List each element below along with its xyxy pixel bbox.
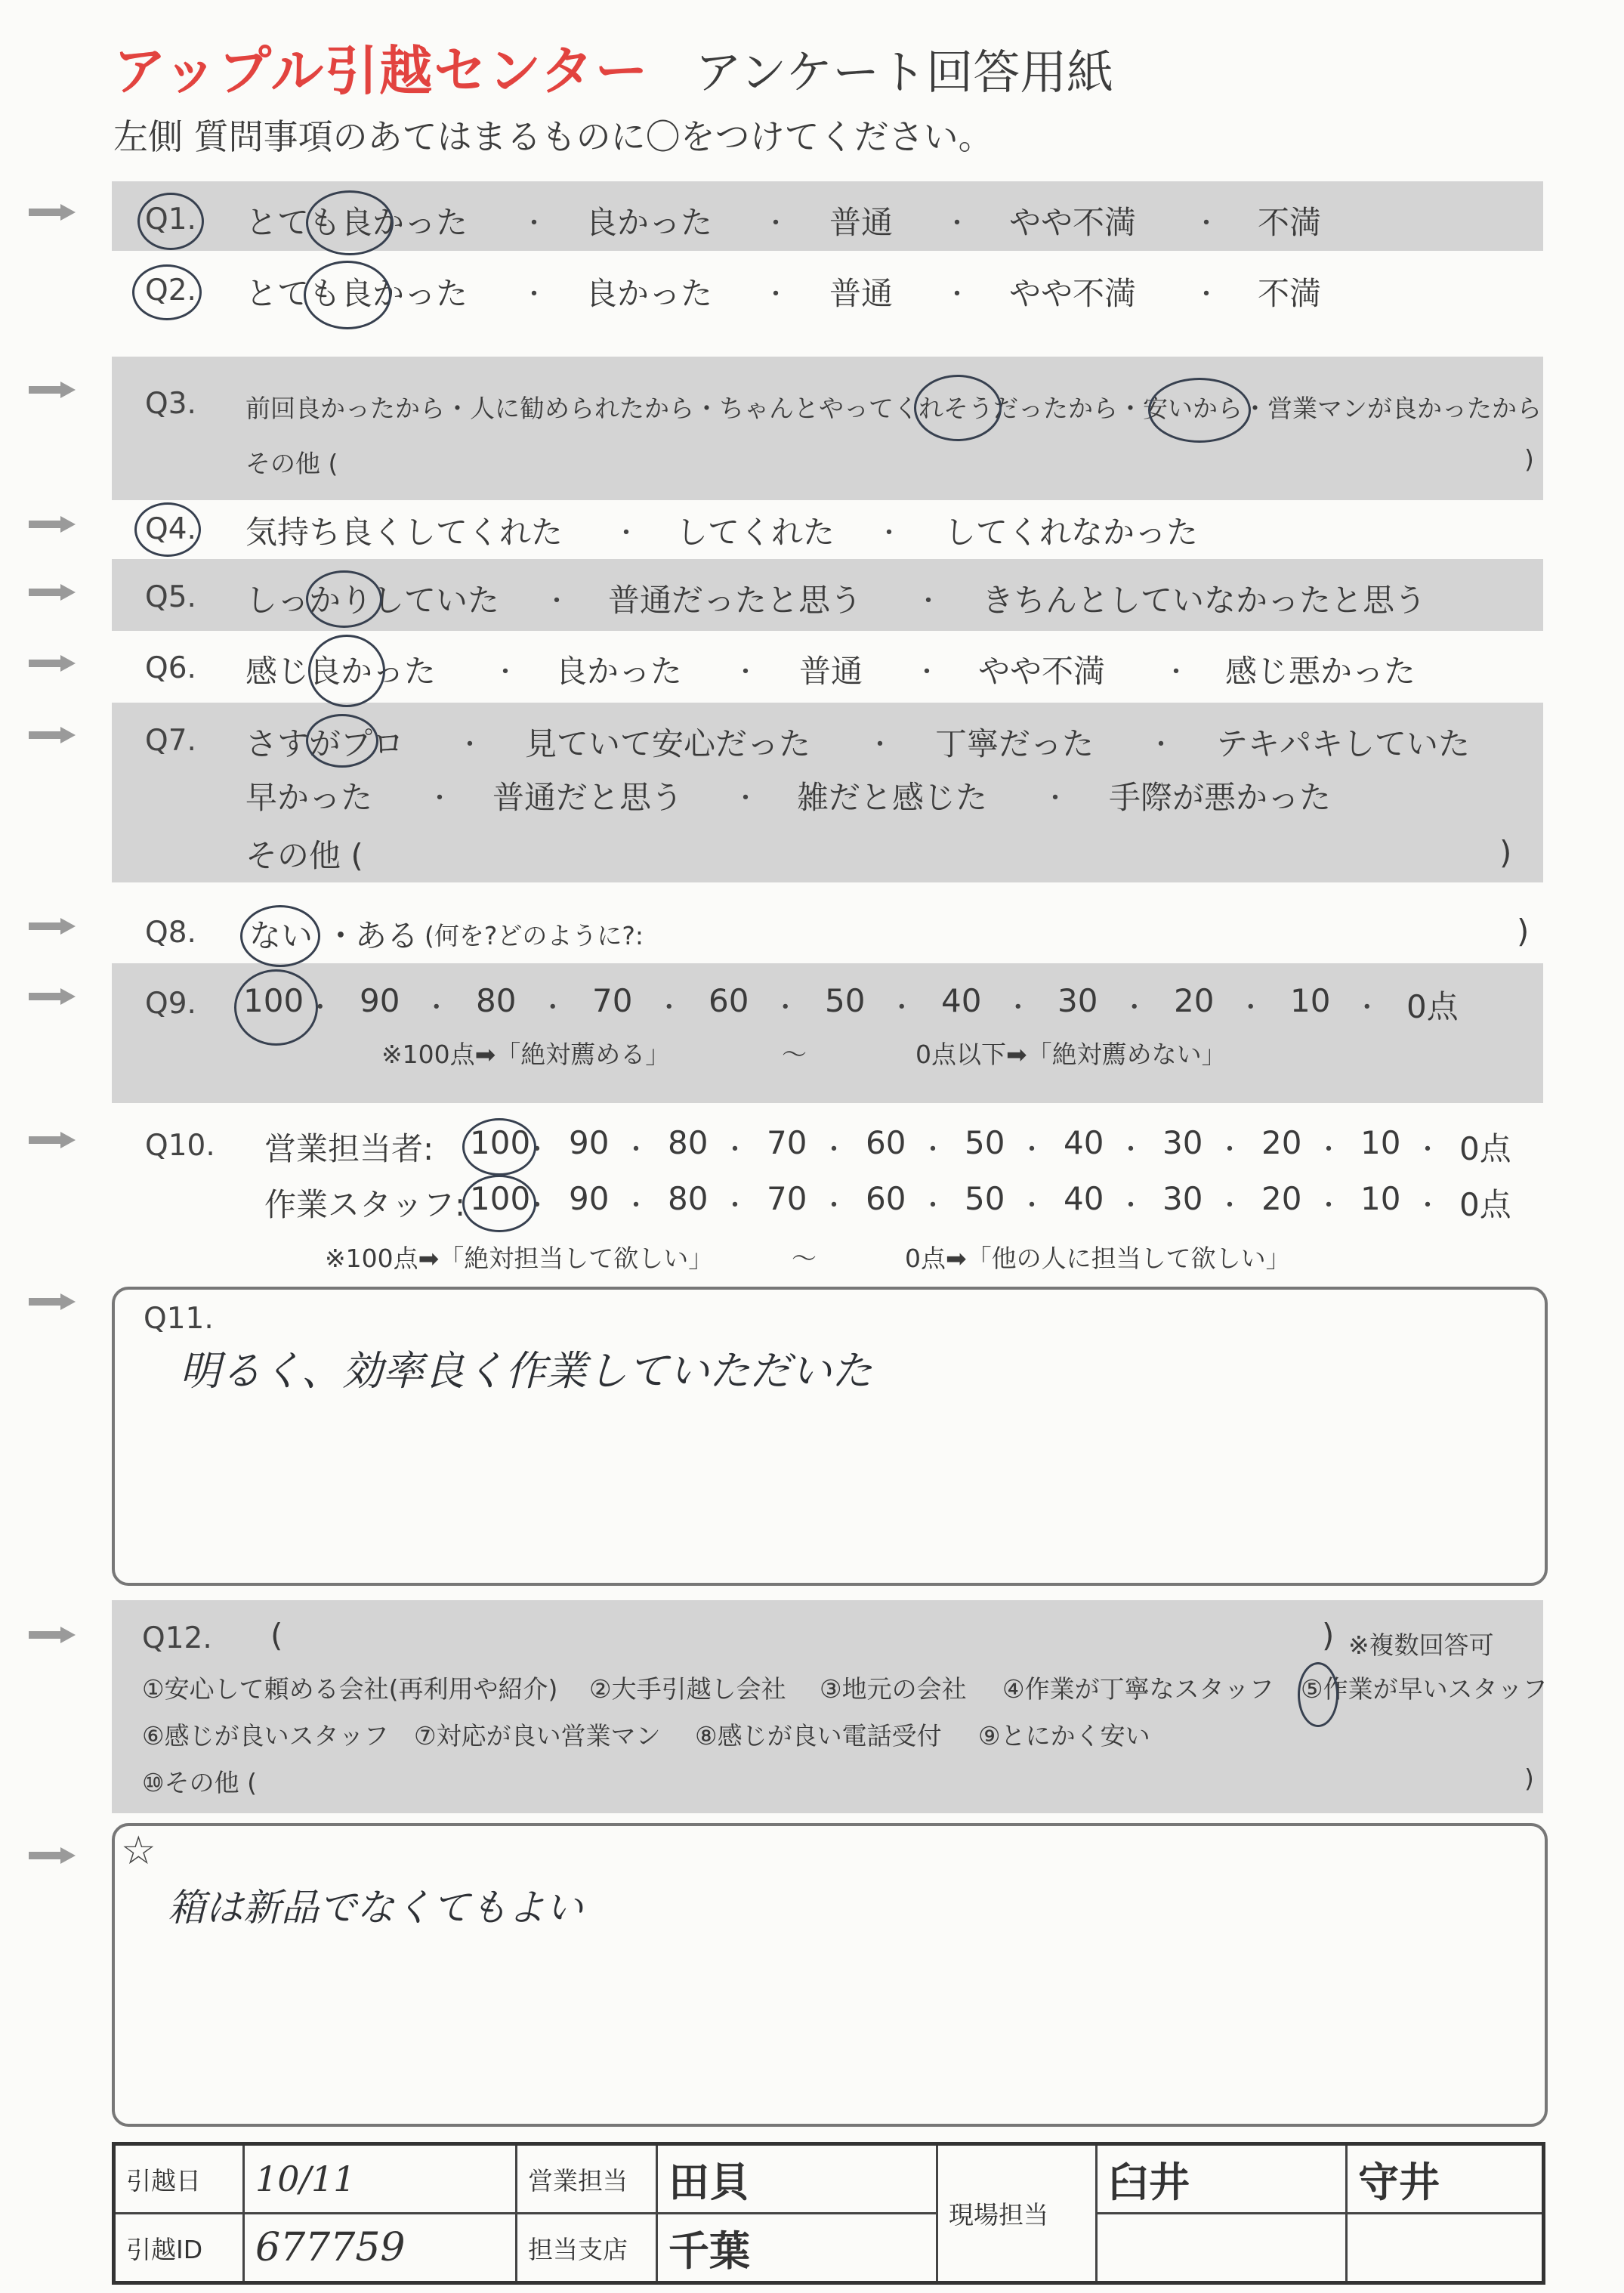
branch-value[interactable]: 千葉 [657, 2214, 937, 2283]
q9-note-right: 0点以下➡「絶対薦めない」 [915, 1040, 1227, 1069]
q10-staff-score-40[interactable]: 40 [1064, 1180, 1104, 1217]
q12-multi-note: ※複数回答可 [1348, 1630, 1494, 1660]
q9-score-30[interactable]: 30 [1057, 982, 1098, 1019]
q11-handwritten-answer: 明るく、効率良く作業していただいた [180, 1347, 872, 1395]
arrow-marker-q5 [29, 584, 76, 601]
selection-circle-q2 [304, 261, 391, 329]
q9-score-20[interactable]: 20 [1174, 982, 1215, 1019]
star-icon: ☆ [121, 1828, 156, 1874]
q10-sales-score-90[interactable]: 90 [569, 1124, 610, 1161]
q12-option-7[interactable]: ⑦対応が良い営業マン [414, 1721, 661, 1751]
q9-score-50[interactable]: 50 [825, 982, 866, 1019]
q12-option-3[interactable]: ③地元の会社 [820, 1674, 967, 1704]
selection-circle-q1-label [137, 193, 204, 250]
q8-option-no[interactable]: ない [249, 917, 313, 954]
q4-option-3[interactable]: してくれなかった [944, 514, 1199, 551]
q4-option-2[interactable]: してくれた [676, 514, 835, 551]
q4-option-1[interactable]: 気持ち良くしてくれた [245, 514, 563, 551]
q7-option-1[interactable]: さすがプロ [245, 725, 405, 762]
q7-option-2[interactable]: 見ていて安心だった [525, 725, 811, 762]
brand-logo: アップル引越センター [113, 40, 650, 102]
move-date-value[interactable]: 10/11 [244, 2144, 517, 2214]
q1-label: Q1. [145, 202, 196, 236]
q10-note-right: 0点➡「他の人に担当して欲しい」 [905, 1244, 1291, 1273]
instruction-text: 左側 質問事項のあてはまるものに〇をつけてください。 [113, 116, 993, 157]
q12-label: Q12. [142, 1621, 212, 1655]
arrow-marker-q4 [29, 516, 76, 533]
q2-option-2[interactable]: 良かった [585, 275, 713, 312]
selection-circle-q8 [240, 905, 320, 967]
q9-score-100[interactable]: 100 [243, 982, 304, 1019]
q9-score-40[interactable]: 40 [941, 982, 982, 1019]
q10-staff-score-0点[interactable]: 0点 [1459, 1186, 1511, 1223]
site-blank-2[interactable] [1347, 2214, 1544, 2283]
site-blank-1[interactable] [1097, 2214, 1347, 2283]
arrow-marker-q8 [29, 918, 76, 935]
q7-label: Q7. [145, 724, 196, 758]
q5-label: Q5. [145, 580, 196, 614]
form-title: アンケート回答用紙 [695, 45, 1114, 100]
q9-score-60[interactable]: 60 [709, 982, 749, 1019]
selection-circle-q3-b [1148, 378, 1251, 443]
q10-label: Q10. [145, 1129, 215, 1163]
q12-option-2[interactable]: ②大手引越し会社 [589, 1674, 786, 1704]
q11-answer-box[interactable] [112, 1287, 1548, 1586]
q3-options[interactable]: 前回良かったから・人に勧められたから・ちゃんとやってくれそうだったから・安いから・営業マンが良かったから [245, 394, 1542, 423]
move-id-value[interactable]: 677759 [244, 2214, 517, 2283]
q7-option-6[interactable]: 普通だと思う [492, 779, 684, 816]
q6-label: Q6. [145, 651, 196, 685]
q1-option-4[interactable]: やや不満 [1009, 204, 1137, 241]
selection-circle-q6 [308, 635, 385, 707]
q10-staff-score-10[interactable]: 10 [1360, 1180, 1401, 1217]
selection-circle-q10-sales [462, 1118, 536, 1176]
q8-label: Q8. [145, 916, 196, 950]
q9-score-80[interactable]: 80 [476, 982, 517, 1019]
q9-note-left: ※100点➡「絶対薦める」 [381, 1040, 671, 1069]
q10-sales-score-30[interactable]: 30 [1162, 1124, 1203, 1161]
arrow-marker-q11 [29, 1293, 76, 1310]
q9-score-10[interactable]: 10 [1290, 982, 1331, 1019]
q12-close: ) [1322, 1617, 1335, 1654]
q3-label: Q3. [145, 387, 196, 421]
q10-sales-score-20[interactable]: 20 [1261, 1124, 1302, 1161]
q10-staff-score-80[interactable]: 80 [668, 1180, 709, 1217]
q8-detail-close: ) [1517, 913, 1530, 950]
arrow-marker-q9 [29, 988, 76, 1005]
q10-sales-label: 営業担当者: [264, 1130, 434, 1167]
q10-sales-score-50[interactable]: 50 [965, 1124, 1005, 1161]
q6-option-4[interactable]: やや不満 [978, 653, 1106, 690]
q6-option-5[interactable]: 感じ悪かった [1225, 653, 1416, 690]
q7-option-8[interactable]: 手際が悪かった [1109, 779, 1332, 816]
q10-sales-score-80[interactable]: 80 [668, 1124, 709, 1161]
q12-option-8[interactable]: ⑧感じが良い電話受付 [695, 1721, 942, 1751]
q10-tilde: ～ [792, 1244, 817, 1273]
move-id-label: 引越ID [114, 2214, 244, 2283]
sales-value[interactable]: 田貝 [657, 2144, 937, 2214]
q7-option-3[interactable]: 丁寧だった [935, 725, 1095, 762]
q10-sales-score-10[interactable]: 10 [1360, 1124, 1401, 1161]
q5-option-1[interactable]: しっかりしていた [245, 582, 500, 619]
q8-separator: ・ [325, 917, 357, 954]
arrow-marker-q12 [29, 1627, 76, 1643]
selection-circle-q7 [306, 714, 378, 768]
q3-other[interactable]: その他 ( [245, 449, 338, 478]
q12-option-1[interactable]: ①安心して頼める会社(再利用や紹介) [142, 1674, 558, 1704]
q9-score-90[interactable]: 90 [360, 982, 400, 1019]
selection-circle-q2-label [132, 264, 202, 320]
site-value-1[interactable]: 臼井 [1097, 2144, 1347, 2214]
selection-circle-q9 [234, 969, 318, 1046]
arrow-marker-q10 [29, 1132, 76, 1148]
q10-note-left: ※100点➡「絶対担当して欲しい」 [325, 1244, 714, 1273]
arrow-marker-comment [29, 1847, 76, 1864]
q10-sales-score-70[interactable]: 70 [767, 1124, 807, 1161]
q1-option-1[interactable]: とても良かった [245, 204, 468, 241]
comment-box[interactable] [112, 1823, 1548, 2127]
q10-staff-score-60[interactable]: 60 [866, 1180, 906, 1217]
q10-staff-score-90[interactable]: 90 [569, 1180, 610, 1217]
site-label: 現場担当 [937, 2144, 1097, 2283]
q12-option-4[interactable]: ④作業が丁寧なスタッフ [1002, 1674, 1274, 1704]
q10-staff-score-100[interactable]: 100 [470, 1180, 531, 1217]
q7-other[interactable]: その他 ( [245, 837, 363, 874]
q1-option-5[interactable]: 不満 [1258, 204, 1322, 241]
q7-option-5[interactable]: 早かった [245, 779, 373, 816]
comment-handwritten-answer: 箱は新品でなくてもよい [168, 1886, 583, 1930]
q6-option-3[interactable]: 普通 [799, 653, 863, 690]
sales-label: 営業担当 [517, 2144, 657, 2214]
q5-option-2[interactable]: 普通だったと思う [608, 582, 863, 619]
branch-label: 担当支店 [517, 2214, 657, 2283]
arrow-marker-q6 [29, 655, 76, 672]
q8-detail-prompt: (何を?どのように?: [425, 921, 644, 950]
q2-option-3[interactable]: 普通 [829, 275, 894, 312]
selection-circle-q5 [306, 570, 382, 628]
q10-staff-score-30[interactable]: 30 [1162, 1180, 1203, 1217]
site-value-2[interactable]: 守井 [1347, 2144, 1544, 2214]
q4-label: Q4. [145, 512, 196, 546]
move-date-label: 引越日 [114, 2144, 244, 2214]
q2-label: Q2. [145, 273, 196, 307]
arrow-marker-q3 [29, 382, 76, 398]
footer-table [112, 2142, 1545, 2285]
q6-option-2[interactable]: 良かった [555, 653, 683, 690]
q9-tilde: ～ [782, 1040, 807, 1069]
q7-other-close: ) [1499, 834, 1512, 871]
q9-label: Q9. [145, 987, 196, 1021]
q10-sales-score-60[interactable]: 60 [866, 1124, 906, 1161]
q10-sales-score-0点[interactable]: 0点 [1459, 1130, 1511, 1167]
q2-option-5[interactable]: 不満 [1258, 275, 1322, 312]
q10-sales-score-40[interactable]: 40 [1064, 1124, 1104, 1161]
q7-option-4[interactable]: テキパキしていた [1216, 725, 1471, 762]
arrow-marker-q1 [29, 204, 76, 221]
q10-sales-score-100[interactable]: 100 [470, 1124, 531, 1161]
q8-option-yes[interactable]: ある [355, 917, 419, 954]
q12-option-9[interactable]: ⑨とにかく安い [978, 1721, 1150, 1751]
q10-staff-label: 作業スタッフ: [264, 1186, 466, 1223]
q12-option-10-other[interactable]: ⑩その他 ( [142, 1768, 257, 1797]
q6-option-1[interactable]: 感じ良かった [245, 653, 437, 690]
selection-circle-q10-staff [462, 1175, 536, 1232]
q12-open: ( [270, 1617, 283, 1654]
selection-circle-q12 [1298, 1662, 1338, 1727]
q9-score-70[interactable]: 70 [592, 982, 633, 1019]
q10-staff-score-20[interactable]: 20 [1261, 1180, 1302, 1217]
q1-option-3[interactable]: 普通 [829, 204, 894, 241]
q9-score-0点[interactable]: 0点 [1406, 988, 1459, 1025]
q7-option-7[interactable]: 雑だと感じた [797, 779, 988, 816]
selection-circle-q3-a [914, 375, 1002, 441]
selection-circle-q1 [306, 190, 394, 255]
q2-option-1[interactable]: とても良かった [245, 275, 468, 312]
q12-option-6[interactable]: ⑥感じが良いスタッフ [142, 1721, 389, 1751]
selection-circle-q4-label [134, 502, 201, 557]
q12-option-5[interactable]: ⑤作業が早いスタッフ [1301, 1674, 1548, 1704]
q11-label: Q11. [144, 1302, 214, 1336]
q1-option-2[interactable]: 良かった [585, 204, 713, 241]
q3-other-close: ) [1524, 444, 1534, 474]
q2-option-4[interactable]: やや不満 [1009, 275, 1137, 312]
q10-staff-score-70[interactable]: 70 [767, 1180, 807, 1217]
arrow-marker-q7 [29, 727, 76, 743]
q10-staff-score-50[interactable]: 50 [965, 1180, 1005, 1217]
q12-other-close: ) [1524, 1763, 1534, 1793]
q5-option-3[interactable]: きちんとしていなかったと思う [982, 582, 1427, 619]
